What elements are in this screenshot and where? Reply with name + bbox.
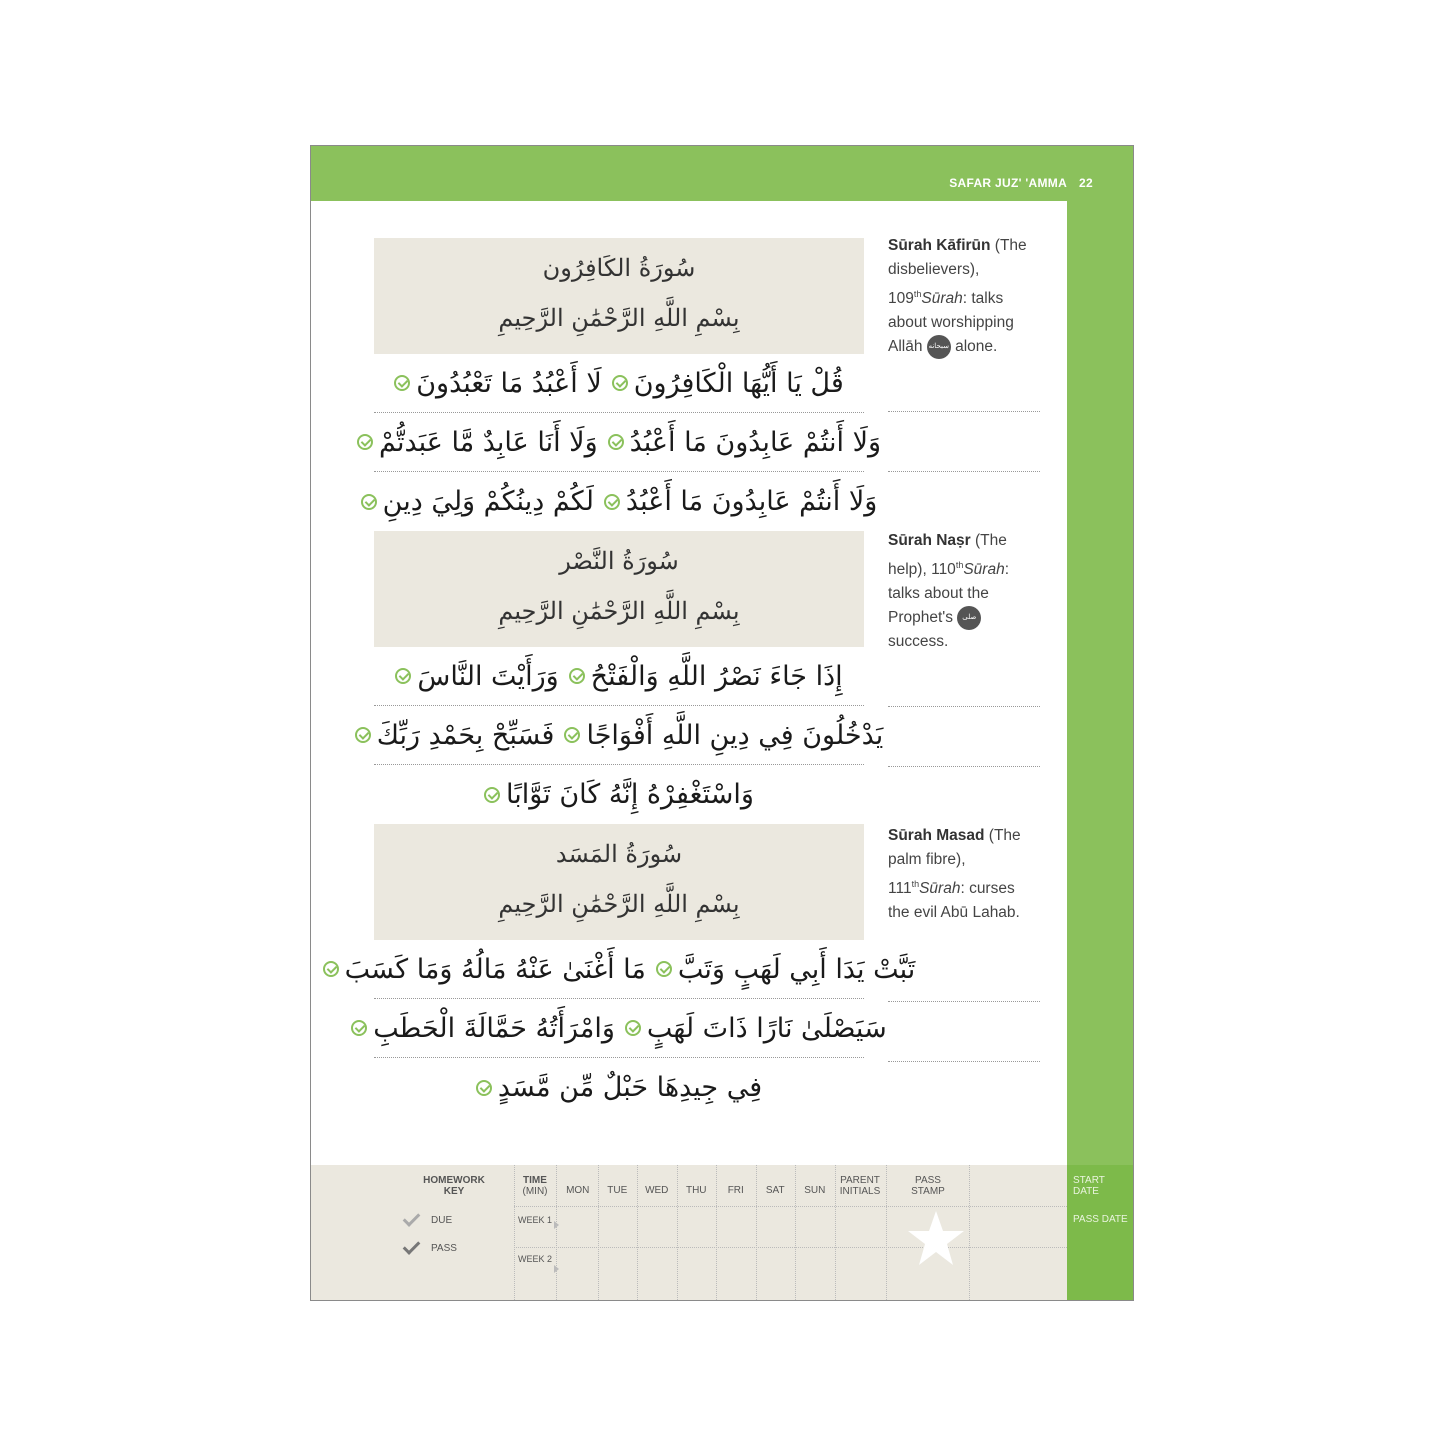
day-header: SAT bbox=[765, 1185, 785, 1196]
ayah-text: لَا أَعْبُدُ مَا تَعْبُدُونَ bbox=[416, 367, 602, 399]
ayah-text: إِذَا جَاءَ نَصْرُ اللَّهِ وَالْفَتْحُ bbox=[590, 660, 843, 692]
ayah-text: فَسَبِّحْ بِحَمْدِ رَبِّكَ bbox=[376, 719, 555, 751]
surah-name-arabic: سُورَةُ المَسَد bbox=[555, 840, 683, 868]
grid-divider bbox=[756, 1165, 757, 1301]
ayah-text: لَكُمْ دِينُكُمْ وَلِيَ دِينِ bbox=[382, 486, 594, 517]
pass-star-icon bbox=[906, 1209, 966, 1269]
bismillah: بِسْمِ اللَّهِ الرَّحْمَٰنِ الرَّحِيمِ bbox=[498, 890, 740, 918]
note-writing-line bbox=[888, 411, 1040, 412]
surah-name-arabic: سُورَةُ النَّصْر bbox=[559, 547, 679, 575]
ayah-text: وَامْرَأَتُهُ حَمَّالَةَ الْحَطَبِ bbox=[373, 1012, 615, 1044]
page-number: 22 bbox=[1079, 176, 1093, 190]
ayah-check-icon[interactable] bbox=[569, 668, 585, 684]
ayah-segment bbox=[569, 661, 843, 692]
surah-note-tail: alone. bbox=[955, 338, 998, 356]
ayah-text: فِي جِيدِهَا حَبْلٌ مِّن مَّسَدٍ bbox=[497, 1072, 763, 1103]
book-title: SAFAR JUZ' 'AMMA bbox=[949, 176, 1068, 190]
ayah-check-icon[interactable] bbox=[484, 787, 500, 803]
ayah-check-icon[interactable] bbox=[608, 434, 624, 450]
ayah-line bbox=[374, 1058, 864, 1117]
ayah-segment bbox=[351, 1013, 615, 1044]
note-writing-line bbox=[888, 766, 1040, 767]
grid-divider bbox=[835, 1165, 836, 1301]
surah-note-meaning: (The help), bbox=[888, 532, 1007, 579]
pass-label: PASS bbox=[431, 1242, 457, 1254]
grid-divider bbox=[969, 1165, 970, 1301]
key-pass bbox=[401, 1241, 457, 1255]
parent-initials-header: PARENT INITIALS bbox=[839, 1175, 881, 1197]
day-header: MON bbox=[566, 1185, 590, 1196]
ayah-segment bbox=[394, 368, 602, 399]
ayah-line bbox=[374, 354, 864, 413]
ayah-check-icon[interactable] bbox=[394, 375, 410, 391]
ayah-text: قُلْ يَا أَيُّهَا الْكَافِرُونَ bbox=[633, 367, 844, 399]
bismillah: بِسْمِ اللَّهِ الرَّحْمَٰنِ الرَّحِيمِ bbox=[498, 597, 740, 625]
surah-note-word: Sūrah bbox=[919, 880, 961, 898]
ayah-check-icon[interactable] bbox=[351, 1020, 367, 1036]
ayah-line bbox=[374, 413, 882, 472]
ayah-check-icon[interactable] bbox=[355, 727, 371, 743]
surah-note-tail: success. bbox=[888, 633, 949, 651]
page-header bbox=[949, 176, 1093, 190]
ayah-text: وَلَا أَنتُمْ عَابِدُونَ مَا أَعْبُدُ bbox=[625, 486, 878, 517]
honorific-seal-icon: صلى الله عليه وسلم bbox=[957, 606, 981, 630]
ayah-text: وَرَأَيْتَ النَّاسَ bbox=[417, 660, 559, 692]
ayah-line bbox=[374, 647, 864, 706]
honorific-seal-icon: سبحانه وتعالى bbox=[927, 335, 951, 359]
surah-note-name: Sūrah Masad bbox=[888, 827, 985, 844]
grid-divider bbox=[598, 1165, 599, 1301]
ayah-segment bbox=[484, 779, 754, 810]
homework-footer bbox=[311, 1165, 1067, 1301]
ayah-line bbox=[374, 472, 878, 531]
surah-note-number: 110 bbox=[931, 561, 956, 579]
surah-note-word: Sūrah bbox=[963, 561, 1005, 579]
ayah-segment bbox=[476, 1072, 762, 1103]
surah-note-ordinal: th bbox=[913, 289, 922, 299]
grid-divider bbox=[514, 1165, 515, 1301]
note-writing-line bbox=[888, 1001, 1040, 1002]
ayah-segment bbox=[355, 720, 555, 751]
ayah-check-icon[interactable] bbox=[361, 494, 377, 510]
grid-divider bbox=[716, 1165, 717, 1301]
ayah-check-icon[interactable] bbox=[357, 434, 373, 450]
start-date-label: START DATE bbox=[1073, 1175, 1105, 1197]
week2-label: WEEK 2 bbox=[518, 1254, 553, 1264]
ayah-line bbox=[344, 940, 916, 999]
day-header: WED bbox=[645, 1185, 669, 1196]
surah-note bbox=[888, 824, 1040, 925]
ayah-segment bbox=[395, 661, 558, 692]
time-label: TIME bbox=[523, 1175, 547, 1186]
ayah-line bbox=[374, 765, 864, 824]
ayah-text: وَلَا أَنتُمْ عَابِدُونَ مَا أَعْبُدُ bbox=[629, 426, 882, 458]
key-due bbox=[401, 1213, 452, 1227]
ayah-segment bbox=[608, 427, 881, 458]
due-label: DUE bbox=[431, 1214, 453, 1226]
homework-grid bbox=[514, 1165, 1067, 1301]
ayah-text: مَا أَغْنَىٰ عَنْهُ مَالُهُ وَمَا كَسَبَ bbox=[344, 953, 646, 985]
ayah-check-icon[interactable] bbox=[323, 961, 339, 977]
grid-divider bbox=[886, 1165, 887, 1301]
ayah-check-icon[interactable] bbox=[564, 727, 580, 743]
day-header: THU bbox=[685, 1185, 707, 1196]
ayah-text: وَاسْتَغْفِرْهُ إِنَّهُ كَانَ تَوَّابًا bbox=[506, 779, 754, 810]
surah-note-number: 111 bbox=[888, 880, 912, 898]
ayah-text: تَبَّتْ يَدَا أَبِي لَهَبٍ وَتَبَّ bbox=[677, 953, 916, 985]
ayah-text: يَدْخُلُونَ فِي دِينِ اللَّهِ أَفْوَاجًا bbox=[586, 719, 884, 751]
side-green-band bbox=[1067, 146, 1134, 1301]
ayah-segment bbox=[361, 486, 594, 517]
ayah-segment bbox=[564, 720, 883, 751]
surah-note-word: Sūrah bbox=[921, 290, 963, 308]
surah-note-meaning: (The disbelievers), bbox=[888, 237, 1027, 278]
ayah-segment bbox=[656, 954, 915, 985]
surah-note-meaning: (The palm fibre), bbox=[888, 827, 1021, 868]
ayah-text: سَيَصْلَىٰ نَارًا ذَاتَ لَهَبٍ bbox=[646, 1012, 887, 1044]
time-unit: (MIN) bbox=[522, 1186, 548, 1197]
ayah-check-icon[interactable] bbox=[395, 668, 411, 684]
ayah-line bbox=[374, 706, 884, 765]
grid-divider bbox=[556, 1165, 557, 1301]
surah-note bbox=[888, 529, 1040, 694]
grid-divider bbox=[637, 1165, 638, 1301]
ayah-check-icon[interactable] bbox=[625, 1020, 641, 1036]
surah-note-name: Sūrah Kāfirūn bbox=[888, 237, 991, 254]
day-header: SUN bbox=[804, 1185, 826, 1196]
surah-note-desc: : curses the evil Abū Lahab. bbox=[888, 880, 1020, 922]
surah-note bbox=[888, 234, 1040, 375]
ayah-check-icon[interactable] bbox=[612, 375, 628, 391]
surah-title-box bbox=[374, 531, 864, 647]
top-green-band bbox=[311, 146, 1134, 201]
surah-note-number: 109 bbox=[888, 290, 914, 308]
workbook-page bbox=[310, 145, 1134, 1301]
surah-note-name: Sūrah Naṣr bbox=[888, 532, 971, 549]
note-writing-line bbox=[888, 1061, 1040, 1062]
note-writing-line bbox=[888, 706, 1040, 707]
day-header: TUE bbox=[607, 1185, 628, 1196]
pass-stamp-header: PASS STAMP bbox=[911, 1175, 945, 1197]
surah-title-box bbox=[374, 238, 864, 354]
note-writing-line bbox=[888, 471, 1040, 472]
surah-title-box bbox=[374, 824, 864, 940]
ayah-check-icon[interactable] bbox=[656, 961, 672, 977]
bismillah: بِسْمِ اللَّهِ الرَّحْمَٰنِ الرَّحِيمِ bbox=[498, 304, 740, 332]
surah-note-desc: : talks about the Prophet's bbox=[888, 561, 1010, 627]
ayah-text: وَلَا أَنَا عَابِدٌ مَّا عَبَدتُّمْ bbox=[378, 426, 598, 458]
ayah-check-icon[interactable] bbox=[476, 1080, 492, 1096]
grid-divider bbox=[677, 1165, 678, 1301]
week1-label: WEEK 1 bbox=[518, 1215, 553, 1225]
surah-note-ordinal: th bbox=[911, 879, 920, 889]
ayah-line bbox=[373, 999, 887, 1058]
pass-date-label: PASS DATE bbox=[1073, 1214, 1128, 1225]
surah-note-desc: : talks about worshipping Allāh bbox=[888, 290, 1014, 356]
surah-name-arabic: سُورَةُ الكَافِرُون bbox=[542, 254, 696, 282]
ayah-segment bbox=[604, 486, 877, 517]
time-header bbox=[514, 1175, 556, 1197]
surah-note-ordinal: th bbox=[955, 560, 964, 570]
ayah-segment bbox=[357, 427, 598, 458]
due-check-icon bbox=[401, 1213, 421, 1227]
ayah-segment bbox=[323, 954, 646, 985]
pass-check-icon bbox=[401, 1241, 421, 1255]
ayah-segment bbox=[612, 368, 844, 399]
ayah-check-icon[interactable] bbox=[604, 494, 620, 510]
day-header: FRI bbox=[727, 1185, 744, 1196]
homework-key-title: HOMEWORK KEY bbox=[423, 1175, 485, 1197]
ayah-segment bbox=[625, 1013, 887, 1044]
grid-divider bbox=[795, 1165, 796, 1301]
